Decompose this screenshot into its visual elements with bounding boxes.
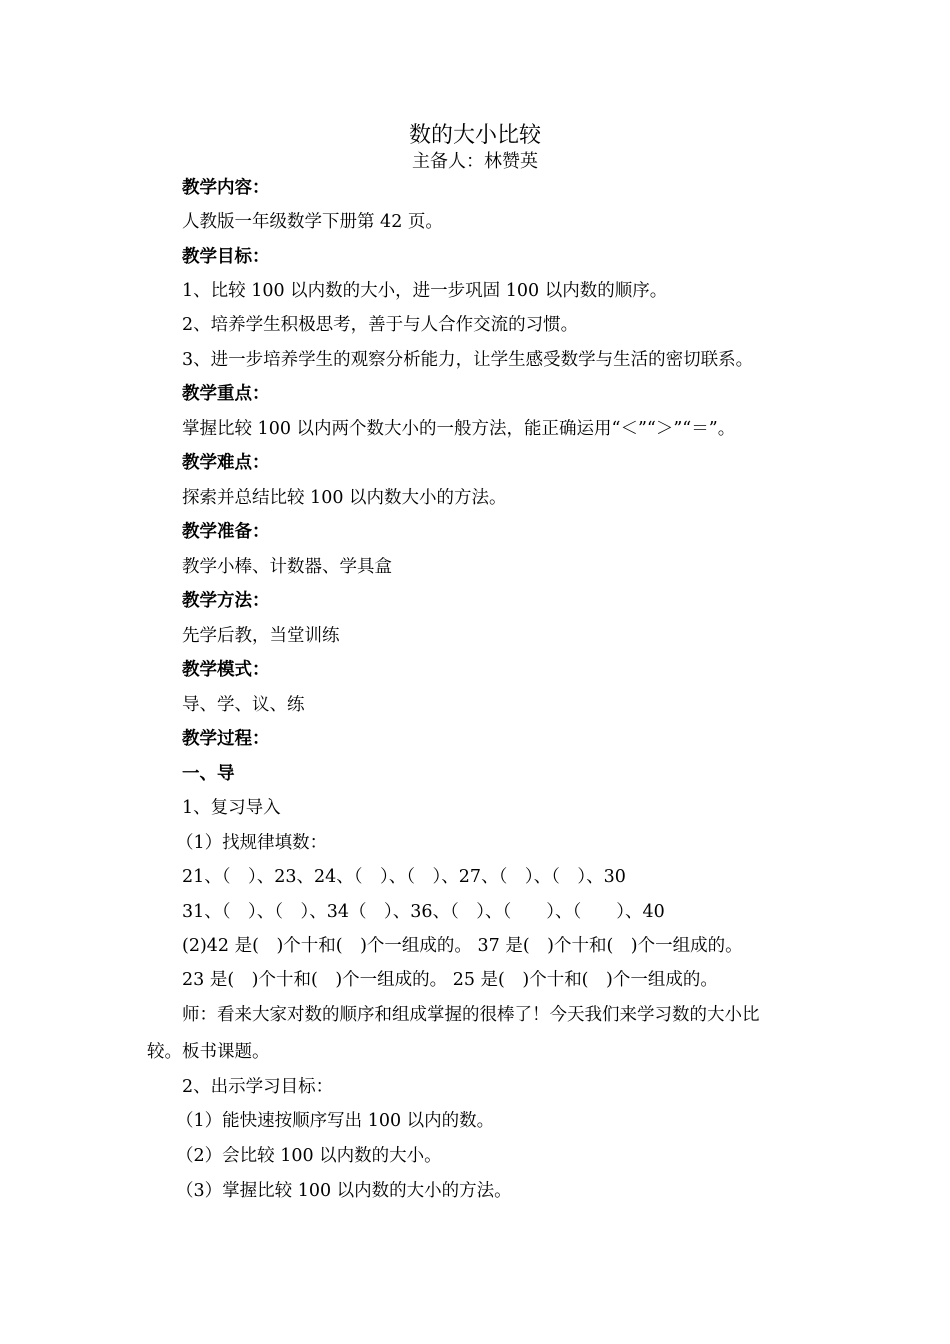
section-heading-process: 教学过程： bbox=[182, 729, 270, 749]
section-heading-mode: 教学模式： bbox=[182, 660, 270, 680]
section-heading-method: 教学方法： bbox=[182, 591, 270, 611]
document-title: 数的大小比较 bbox=[408, 123, 541, 148]
section-heading-preparation: 教学准备： bbox=[182, 522, 270, 542]
paragraph: 人教版一年级数学下册第 42 页。 bbox=[182, 212, 443, 232]
paragraph: （1）找规律填数： bbox=[176, 833, 328, 853]
paragraph: 1、复习导入 bbox=[182, 798, 281, 818]
section-heading-goals: 教学目标： bbox=[182, 247, 270, 267]
exercise-line: 31、（ ）、（ ）、34（ ）、36、（ ）、（ ）、（ ）、40 bbox=[182, 902, 665, 922]
list-item: （1）能快速按顺序写出 100 以内的数。 bbox=[176, 1111, 495, 1131]
goal-item: 2、培养学生积极思考，善于与人合作交流的习惯。 bbox=[182, 315, 579, 335]
paragraph: 较。板书课题。 bbox=[147, 1042, 270, 1062]
list-item: （2）会比较 100 以内数的大小。 bbox=[176, 1146, 442, 1166]
subsection-heading: 一、导 bbox=[182, 764, 235, 784]
section-heading-difficulties: 教学难点： bbox=[182, 453, 270, 473]
list-item: （3）掌握比较 100 以内数的大小的方法。 bbox=[176, 1181, 512, 1201]
section-heading-key-points: 教学重点： bbox=[182, 384, 270, 404]
paragraph: 导、学、议、练 bbox=[182, 695, 305, 715]
goal-item: 1、比较 100 以内数的大小，进一步巩固 100 以内数的顺序。 bbox=[182, 281, 668, 301]
paragraph: 掌握比较 100 以内两个数大小的一般方法，能正确运用“＜”“＞”“＝”。 bbox=[182, 419, 736, 439]
document-author: 主备人：林赞英 bbox=[412, 151, 538, 172]
goal-item: 3、进一步培养学生的观察分析能力，让学生感受数学与生活的密切联系。 bbox=[182, 350, 754, 370]
section-heading-content: 教学内容： bbox=[182, 178, 270, 198]
exercise-line: 21、（ ）、23、24、（ ）、（ ）、27、（ ）、（ ）、30 bbox=[182, 867, 626, 887]
paragraph: 探索并总结比较 100 以内数大小的方法。 bbox=[182, 488, 507, 508]
paragraph: 2、出示学习目标： bbox=[182, 1077, 334, 1097]
exercise-line: (2)42 是( )个十和( )个一组成的。 37 是( )个十和( )个一组成的。 bbox=[182, 936, 743, 956]
exercise-line: 23 是( )个十和( )个一组成的。 25 是( )个十和( )个一组成的。 bbox=[182, 970, 718, 990]
paragraph: 先学后教，当堂训练 bbox=[182, 626, 340, 646]
paragraph: 师：看来大家对数的顺序和组成掌握的很棒了！今天我们来学习数的大小比 bbox=[182, 1005, 760, 1025]
paragraph: 教学小棒、计数器、学具盒 bbox=[182, 557, 392, 577]
